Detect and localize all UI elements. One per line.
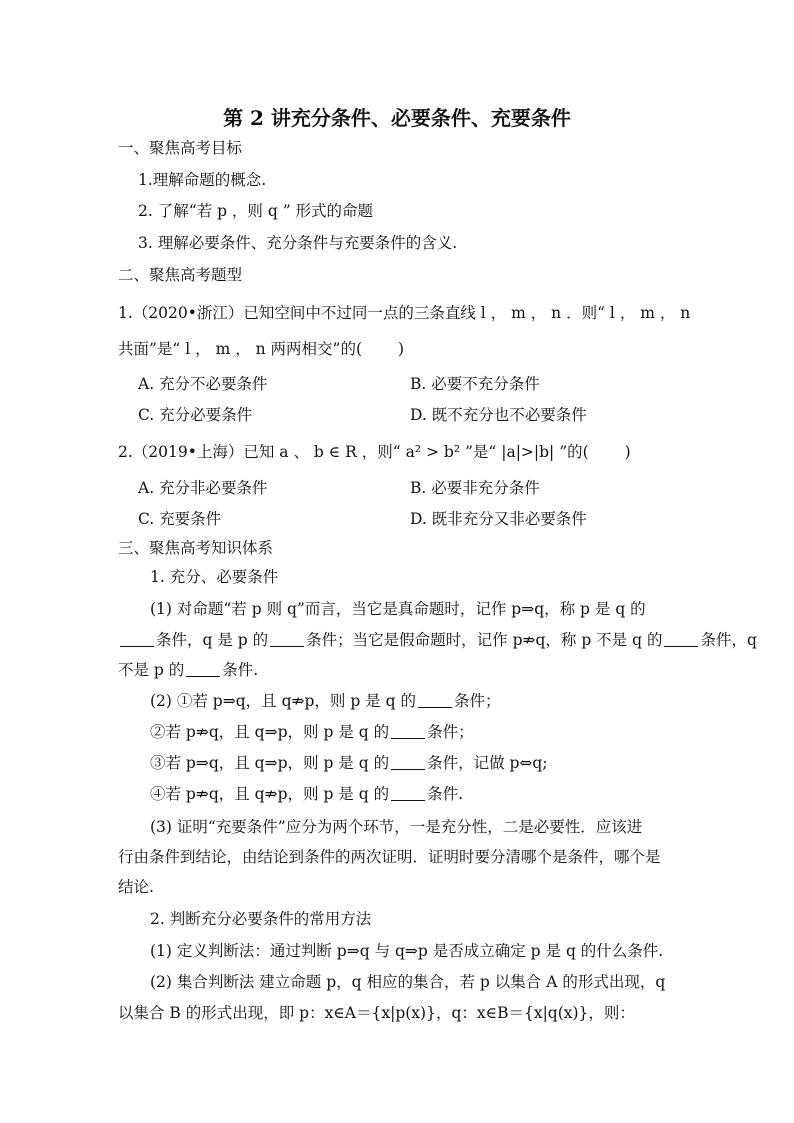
- fill-blank: [270, 631, 304, 647]
- para2-line2-a: ②若 p⇏q，且 q⇒p，则 p 是 q 的: [150, 723, 390, 741]
- para2-line3: [150, 752, 548, 774]
- para1-line2-b: 条件；当它是假命题时，记作 p⇏q，称 p 不是 q 的: [306, 631, 663, 649]
- subheading-1: 1. 充分、必要条件: [150, 568, 279, 586]
- goal-item-2: 2. 了解“若 p ，则 q ” 形式的命题: [138, 202, 374, 220]
- para1-line1: (1) 对命题“若 p 则 q”而言，当它是真命题时，记作 p⇒q，称 p 是 q 的: [150, 600, 646, 618]
- subheading-2: 2. 判断充分必要条件的常用方法: [150, 910, 372, 928]
- q1-option-a: A. 充分不必要条件: [138, 375, 268, 393]
- q1-stem-line2-text: 共面”是“ l ， m ， n 两两相交”的(: [118, 340, 363, 358]
- q1-stem-line1: 1.（2020•浙江）已知空间中不过同一点的三条直线 l ， m ， n ．则“ l ， m ， n: [118, 304, 691, 322]
- q1-stem-line2: [118, 338, 404, 360]
- page-title: 第 2 讲充分条件、必要条件、充要条件: [223, 106, 571, 130]
- q1-option-b: B. 必要不充分条件: [410, 375, 540, 393]
- method2-line1: (2) 集合判断法 建立命题 p，q 相应的集合，若 p 以集合 A 的形式出现，q: [150, 973, 666, 991]
- para2-line2: [150, 721, 474, 743]
- para2-line4-a: ④若 p⇏q，且 q⇏p，则 p 是 q 的: [150, 785, 390, 803]
- q1-option-d: D. 既不充分也不必要条件: [410, 406, 587, 424]
- fill-blank: [391, 785, 425, 801]
- para1-line3: [118, 659, 258, 681]
- q2-paren-close: ): [624, 443, 631, 461]
- q2-option-b: B. 必要非充分条件: [410, 479, 540, 497]
- q2-option-c: C. 充要条件: [138, 510, 222, 528]
- q2-stem: [118, 441, 631, 463]
- q2-stem-text: 2.（2019•上海）已知 a 、 b ∈ R ，则“ a² > b² ”是“ |a|>|b| ”的(: [118, 443, 589, 461]
- method2-line2: 以集合 B 的形式出现，即 p：x∈A＝{x|p(x)}，q：x∈B＝{x|q(x)}，则：: [118, 1004, 635, 1022]
- para2-line3-b: 条件，记做 p⇔q;: [427, 754, 548, 772]
- fill-blank: [120, 631, 154, 647]
- para3-line1: (3) 证明“充要条件”应分为两个环节，一是充分性，二是必要性．应该进: [150, 818, 643, 836]
- q2-option-d: D. 既非充分又非必要条件: [410, 510, 587, 528]
- para3-line3: 结论.: [118, 878, 154, 896]
- para1-line3-b: 条件.: [222, 661, 259, 679]
- para2-line2-b: 条件；: [427, 723, 474, 741]
- section2-heading: 二、聚焦高考题型: [118, 266, 243, 284]
- para2-line1-b: 条件；: [453, 692, 501, 710]
- q1-paren-close: ): [398, 340, 405, 358]
- para2-line4-b: 条件.: [427, 785, 464, 803]
- q1-option-c: C. 充分必要条件: [138, 406, 253, 424]
- section3-heading: 三、聚焦高考知识体系: [118, 539, 274, 557]
- para1-line2-c: 条件，q: [700, 631, 757, 649]
- fill-blank: [391, 723, 425, 739]
- method1-line: (1) 定义判断法：通过判断 p⇒q 与 q⇒p 是否成立确定 p 是 q 的什么条件.: [150, 942, 664, 960]
- fill-blank: [664, 631, 698, 647]
- para2-line1-a: (2) ①若 p⇒q，且 q⇏p，则 p 是 q 的: [150, 692, 416, 710]
- para1-line2-a: 条件，q 是 p 的: [156, 631, 269, 649]
- fill-blank: [391, 754, 425, 770]
- goal-item-3: 3. 理解必要条件、充分条件与充要条件的含义.: [138, 234, 458, 252]
- fill-blank: [418, 692, 452, 708]
- section1-heading: 一、聚焦高考目标: [118, 139, 243, 157]
- para3-line2: 行由条件到结论，由结论到条件的两次证明．证明时要分清哪个是条件，哪个是: [118, 848, 661, 866]
- para2-line3-a: ③若 p⇒q，且 q⇒p，则 p 是 q 的: [150, 754, 390, 772]
- para2-line4: [150, 783, 463, 805]
- para2-line1: [150, 690, 500, 712]
- q2-option-a: A. 充分非必要条件: [138, 479, 268, 497]
- fill-blank: [186, 661, 220, 677]
- para1-line3-a: 不是 p 的: [118, 661, 185, 679]
- goal-item-1: 1.理解命题的概念.: [138, 171, 267, 189]
- para1-line2: [118, 629, 757, 651]
